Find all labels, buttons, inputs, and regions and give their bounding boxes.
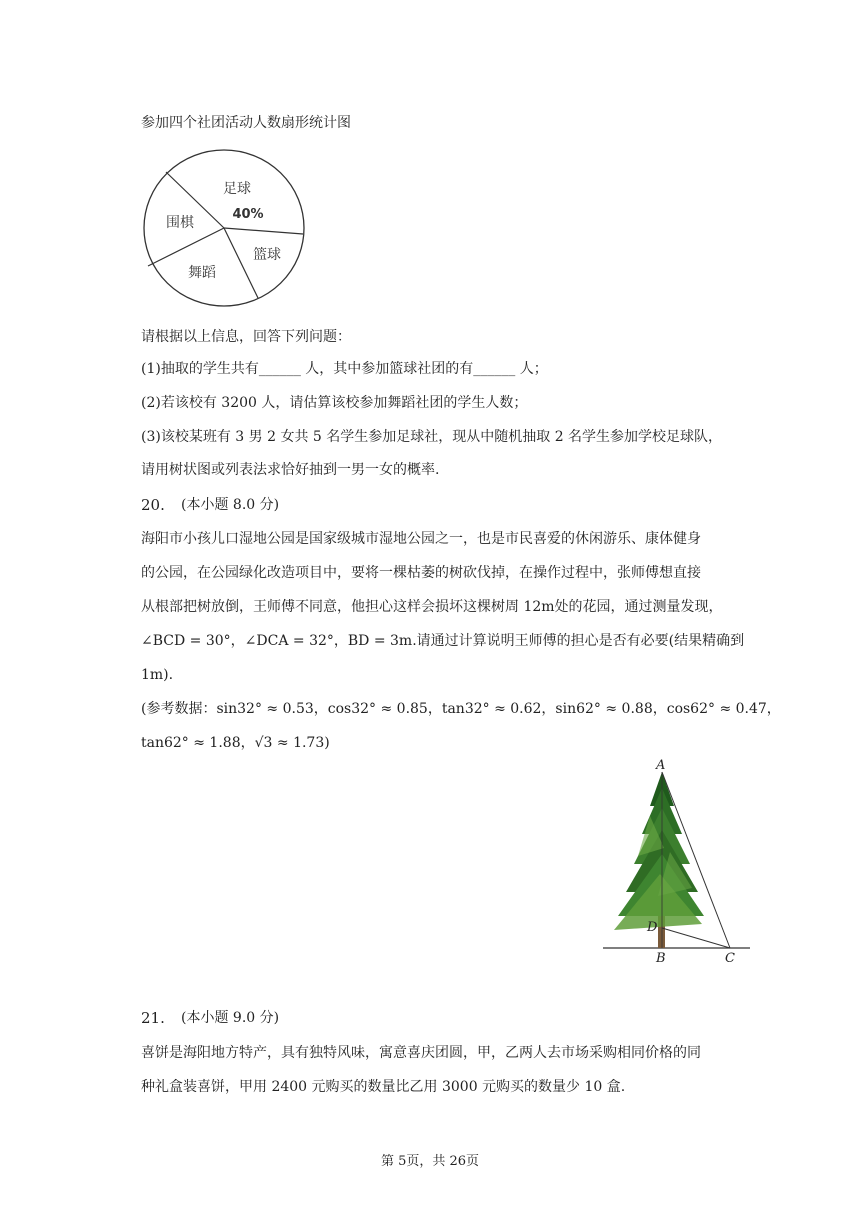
q21-line-2: 种礼盒装喜饼，甲用 2400 元购买的数量比乙用 3000 元购买的数量少 10 盒. [141, 1079, 626, 1095]
page-number: 第 5页，共 26页 [380, 1154, 480, 1169]
q19-part1: (1)抽取的学生共有______ 人，其中参加篮球社团的有______ 人； [141, 361, 548, 377]
q20-line-3: 从根部把树放倒，王师傅不同意，他担心这样会损坏这棵树周 12m处的花园，通过测量发现， [141, 599, 723, 615]
pie-slice-value-football: 40% [232, 207, 264, 222]
q20-reference-line-2: tan62° ≈ 1.88，√3 ≈ 1.73) [141, 735, 330, 751]
tree-figure [600, 756, 755, 966]
q20-line-1: 海阳市小孩儿口湿地公园是国家级城市湿地公园之一，也是市民喜爱的休闲游乐、康体健身 [141, 531, 701, 547]
q20-line-5: 1m). [141, 667, 174, 683]
pie-chart-title: 参加四个社团活动人数扇形统计图 [141, 115, 351, 131]
pie-slice-label-dance: 舞蹈 [188, 265, 216, 281]
pie-slice-label-basketball: 篮球 [253, 247, 281, 263]
point-label-B: B [656, 951, 666, 966]
q21-number: 21. [141, 1009, 165, 1027]
q19-part2: (2)若该校有 3200 人，请估算该校参加舞蹈社团的学生人数； [141, 395, 528, 411]
q20-reference-line-1: (参考数据：sin32° ≈ 0.53，cos32° ≈ 0.85，tan32° ≈ 0.62，sin62° ≈ 0.88，cos62° ≈ 0.47， [141, 701, 781, 717]
point-label-A: A [656, 758, 666, 773]
pie-slice-label-football: 足球 [223, 181, 251, 197]
q20-score: (本小题 8.0 分) [181, 497, 280, 513]
page-footer [0, 1150, 860, 1169]
point-label-D: D [647, 920, 658, 935]
q21-line-1: 喜饼是海阳地方特产，具有独特风味，寓意喜庆团圆，甲，乙两人去市场采购相同价格的同 [141, 1045, 701, 1061]
q19-part3-line2: 请用树状图或列表法求恰好抽到一男一女的概率. [141, 462, 440, 478]
q19-intro: 请根据以上信息，回答下列问题： [141, 329, 351, 345]
pie-slice-label-go: 围棋 [166, 215, 194, 231]
point-label-C: C [725, 951, 735, 966]
q20-line-2: 的公园，在公园绿化改造项目中，要将一棵枯萎的树砍伐掉，在操作过程中，张师傅想直接 [141, 565, 701, 581]
q21-score: (本小题 9.0 分) [181, 1010, 280, 1026]
segment-DC [662, 928, 730, 948]
tree-foliage [614, 772, 704, 930]
q19-part3-line1: (3)该校某班有 3 男 2 女共 5 名学生参加足球社，现从中随机抽取 2 名学生参加学校足球队， [141, 429, 723, 445]
pie-chart [140, 146, 310, 310]
q20-line-4: ∠BCD = 30°，∠DCA = 32°，BD = 3m.请通过计算说明王师傅的担心是否有必要(结果精确到 [141, 633, 745, 649]
q20-number: 20. [141, 496, 165, 514]
